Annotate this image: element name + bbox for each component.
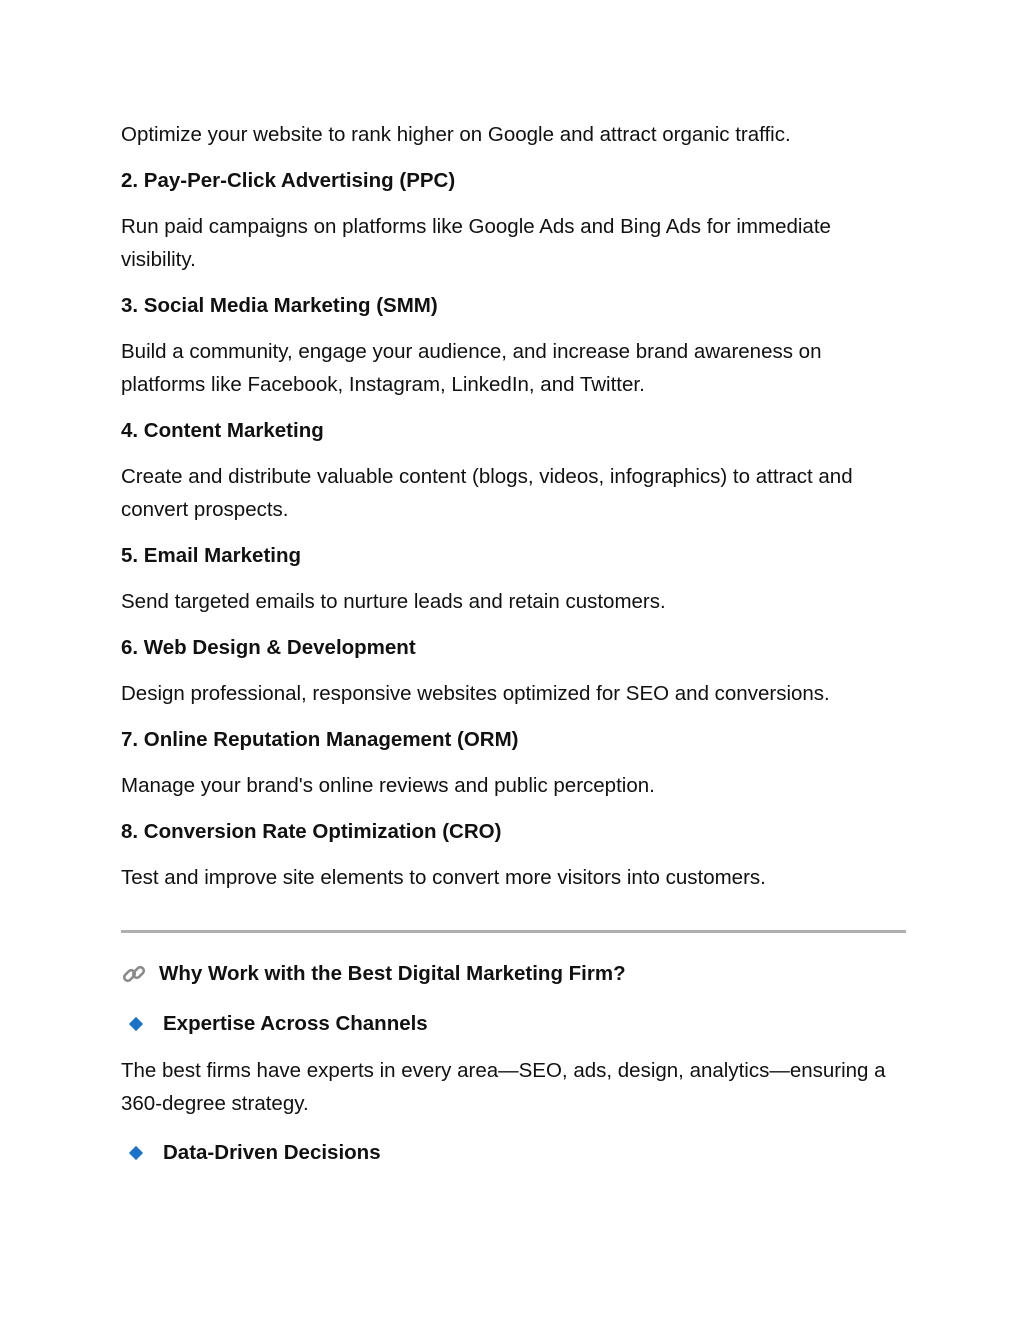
service-description: Create and distribute valuable content (blogs, videos, infographics) to attract and convert prospects. (121, 465, 853, 521)
point-description: The best firms have experts in every area—SEO, ads, design, analytics—ensuring a 360-degree strategy. (121, 1059, 886, 1115)
service-description: Test and improve site elements to convert more visitors into customers. (121, 866, 766, 889)
horizontal-divider (121, 930, 906, 933)
document-page (121, 118, 906, 1183)
link-icon (121, 961, 147, 987)
service-title: 8. Conversion Rate Optimization (CRO) (121, 820, 502, 843)
diamond-icon (129, 1145, 143, 1159)
seo-description: Optimize your website to rank higher on Google and attract organic traffic. (121, 123, 791, 146)
service-description: Run paid campaigns on platforms like Google Ads and Bing Ads for immediate visibility. (121, 215, 831, 271)
service-title: 6. Web Design & Development (121, 636, 416, 659)
service-title: 5. Email Marketing (121, 544, 302, 567)
service-description: Manage your brand's online reviews and public perception. (121, 774, 655, 797)
service-title: 2. Pay-Per-Click Advertising (PPC) (121, 169, 456, 192)
service-title: 7. Online Reputation Management (ORM) (121, 728, 519, 751)
service-description: Send targeted emails to nurture leads and retain customers. (121, 590, 666, 613)
point-heading (121, 1007, 906, 1040)
service-description: Build a community, engage your audience, and increase brand awareness on platforms like Facebook, Instagram, LinkedIn, and Twitter. (121, 340, 822, 396)
why-section-title (121, 957, 906, 990)
why-section-title-text: Why Work with the Best Digital Marketing Firm? (159, 962, 626, 985)
point-title: Expertise Across Channels (163, 1012, 428, 1035)
service-title: 3. Social Media Marketing (SMM) (121, 294, 438, 317)
service-description: Design professional, responsive websites optimized for SEO and conversions. (121, 682, 830, 705)
point-title: Data-Driven Decisions (163, 1141, 381, 1164)
point-heading (121, 1136, 906, 1169)
service-title: 4. Content Marketing (121, 419, 324, 442)
diamond-icon (129, 1016, 143, 1030)
